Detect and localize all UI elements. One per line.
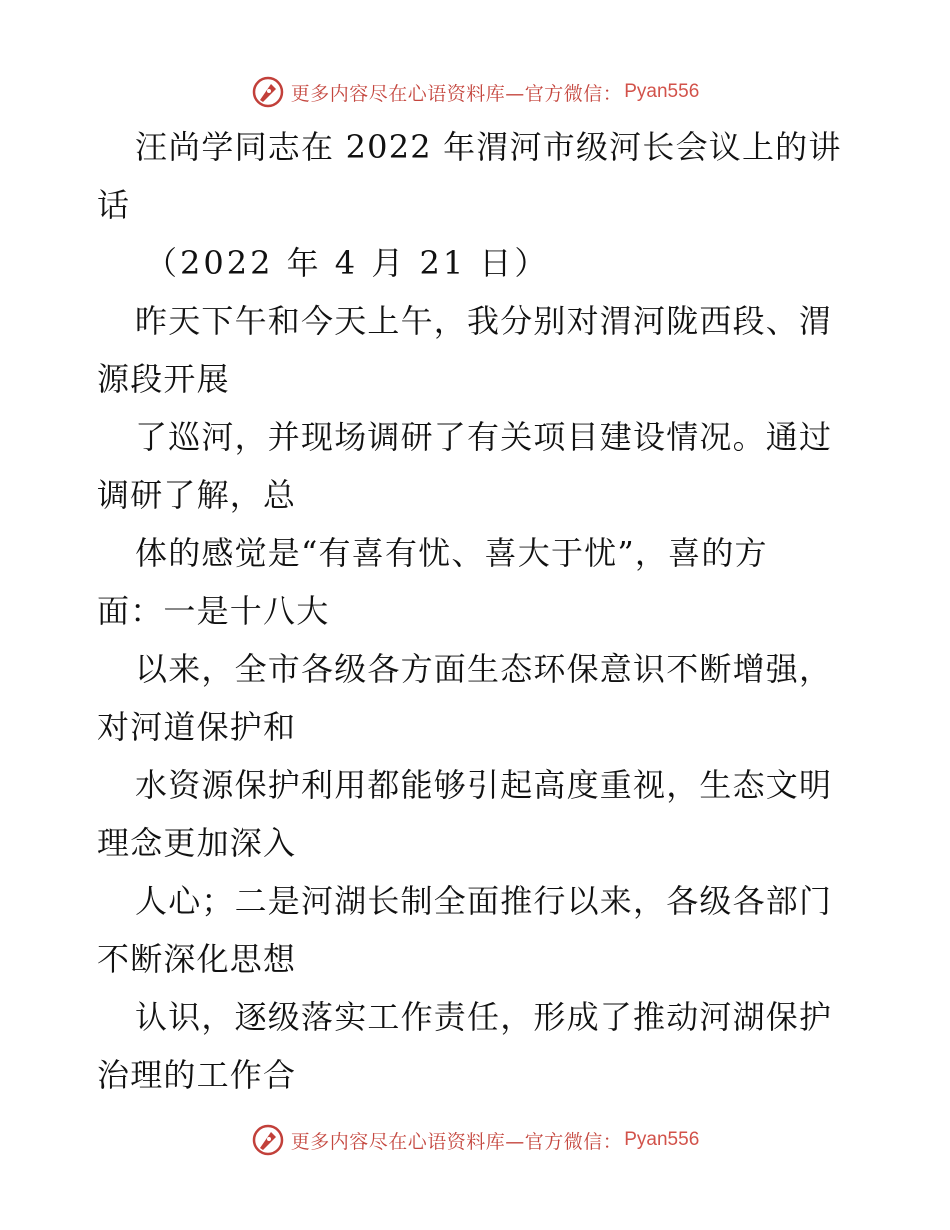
body-line: 了巡河，并现场调研了有关项目建设情况。通过 <box>135 418 833 456</box>
body-line: 认识，逐级落实工作责任，形成了推动河湖保护 <box>135 998 833 1036</box>
watermark-handle: Pyan556 <box>624 1129 700 1150</box>
document-title: 汪尚学同志在 2022 年渭河市级河长会议上的讲 <box>135 128 842 166</box>
body-line: 昨天下午和今天上午，我分别对渭河陇西段、渭 <box>135 302 833 340</box>
document-title-continued: 话 <box>97 186 131 224</box>
body-line: 对河道保护和 <box>97 708 297 746</box>
body-line: 源段开展 <box>97 360 230 398</box>
pen-nib-logo-icon <box>251 1123 285 1157</box>
body-line: 水资源保护利用都能够引起高度重视，生态文明 <box>135 766 833 804</box>
body-line: 调研了解，总 <box>97 476 297 514</box>
body-line: 治理的工作合 <box>97 1056 297 1094</box>
document-body <box>97 118 857 1104</box>
body-line: 不断深化思想 <box>97 940 297 978</box>
body-line: 体的感觉是“有喜有忧、喜大于忧”，喜的方 <box>135 534 768 572</box>
body-line: 人心；二是河湖长制全面推行以来，各级各部门 <box>135 882 833 920</box>
body-line: 以来，全市各级各方面生态环保意识不断增强， <box>135 650 833 688</box>
footer-watermark <box>0 1120 950 1160</box>
watermark-label: 更多内容尽在心语资料库—官方微信： <box>290 82 623 105</box>
watermark-label: 更多内容尽在心语资料库—官方微信： <box>290 1130 623 1153</box>
body-line: 面：一是十八大 <box>97 592 330 630</box>
body-line: 理念更加深入 <box>97 824 297 862</box>
header-watermark <box>0 72 950 112</box>
pen-nib-logo-icon <box>251 75 285 109</box>
watermark-handle: Pyan556 <box>624 81 700 102</box>
document-date: （2022 年 4 月 21 日） <box>145 244 550 282</box>
